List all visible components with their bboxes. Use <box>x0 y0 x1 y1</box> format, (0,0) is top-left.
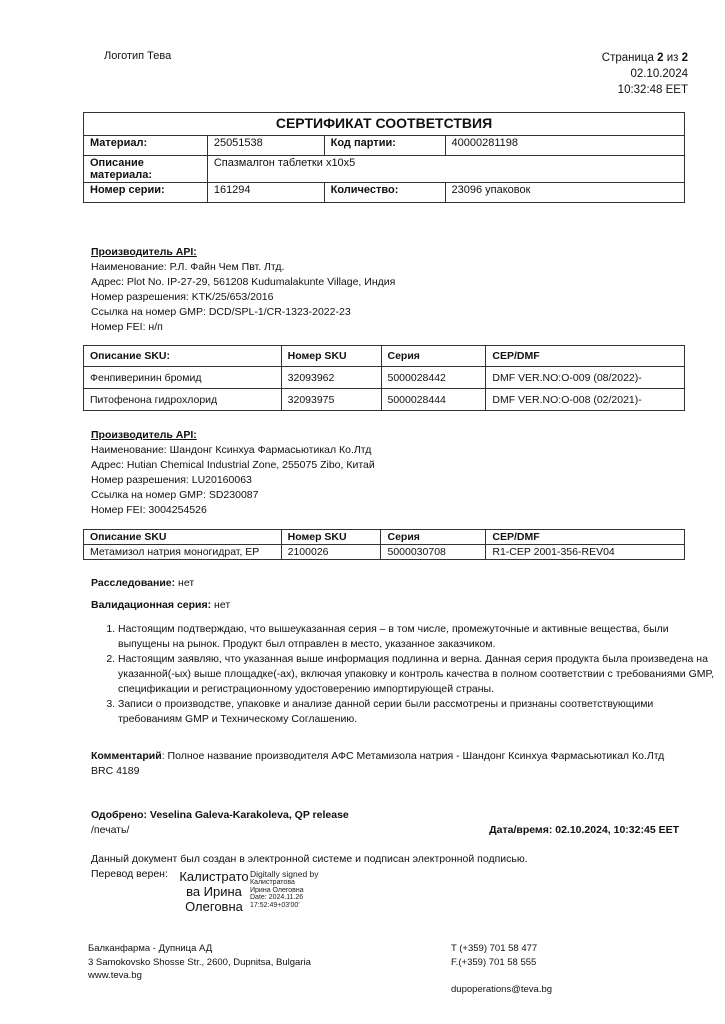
approval-datetime: Дата/время: 02.10.2024, 10:32:45 EET <box>489 824 679 836</box>
logo-placeholder: Логотип Тева <box>104 50 172 62</box>
api-heading: Производитель API: <box>91 429 197 441</box>
quantity-label: Количество: <box>324 183 445 203</box>
column-header: CEP/DMF <box>486 530 685 545</box>
description-label: Описание материала: <box>84 156 208 183</box>
quantity-value: 23096 упаковок <box>445 183 685 203</box>
api-line: Наименование: Р.Л. Файн Чем Пвт. Лтд. <box>91 261 285 273</box>
api-line: Адрес: Plot No. IP-27-29, 561208 Kudumalakunte Village, Индия <box>91 276 396 288</box>
column-header: CEP/DMF <box>486 346 685 367</box>
page-header-info <box>602 50 688 98</box>
column-header: Серия <box>381 346 486 367</box>
table-row: Фенпиверинин бромид 32093962 5000028442 DMF VER.NO:O-009 (08/2022)- <box>84 367 685 389</box>
footer-company: Балканфарма - Дупница АД 3 Samokovsko Shosse Str., 2600, Dupnitsa, Bulgaria www.teva.bg <box>88 943 311 981</box>
list-item: 2. Настоящим заявляю, что указанная выше информация подлинна и верна. Данная серия продукта была произведена на указанной(-ых) выше площадке(-ах), включая упаковку и контроль качества в полном соответствии с требованиями GMP, спецификации и регистрационному удостоверению импортирующей страны. <box>118 652 718 697</box>
sku-table-2 <box>83 529 685 560</box>
header-time: 10:32:48 EET <box>617 84 688 96</box>
table-row: Метамизол натрия моногидрат, EP 2100026 5000030708 R1-CEP 2001-356-REV04 <box>84 545 685 560</box>
phone: T (+359) 701 58 477 <box>451 943 538 954</box>
spacer <box>451 969 552 983</box>
electronic-signature-note: Данный документ был создан в электронной системе и подписан электронной подписью. <box>91 853 528 865</box>
description-value: Спазмалгон таблетки x10x5 <box>207 156 684 183</box>
material-label: Материал: <box>84 136 208 156</box>
header-date: 02.10.2024 <box>630 68 688 80</box>
api-line: Номер FEI: н/п <box>91 321 163 333</box>
column-header: Серия <box>381 530 486 545</box>
lot-value: 40000281198 <box>445 136 685 156</box>
api-line: Номер разрешения: LU20160063 <box>91 474 252 486</box>
digital-signature <box>178 869 318 919</box>
approval-line: Одобрено: Veselina Galeva-Karakoleva, QP release <box>91 809 349 821</box>
list-item: 3. Записи о производстве, упаковке и анализе данной серии были рассмотрены и признаны соответствующими требованиям GMP и Техническому Соглашению. <box>118 697 718 727</box>
statements-list <box>91 622 718 727</box>
translation-label: Перевод верен: <box>91 868 168 880</box>
api-line: Наименование: Шандонг Ксинхуа Фармасьютикал Ко.Лтд <box>91 444 372 456</box>
api-line: Ссылка на номер GMP: DCD/SPL-1/CR-1323-2022-23 <box>91 306 351 318</box>
certificate-title: СЕРТИФИКАТ СООТВЕТСТВИЯ <box>84 113 685 136</box>
api-line: Ссылка на номер GMP: SD230087 <box>91 489 259 501</box>
comments: Комментарий: Полное название производителя АФС Метамизола натрия - Шандонг Ксинхуа Фармасьютикал Ко.Лтд BRC 4189 <box>91 750 665 777</box>
batch-label: Номер серии: <box>84 183 208 203</box>
api-line: Адрес: Hutian Chemical Industrial Zone, 255075 Zibo, Китай <box>91 459 375 471</box>
material-value: 25051538 <box>207 136 324 156</box>
fax: F.(+359) 701 58 555 <box>451 956 537 968</box>
column-header: Описание SKU: <box>84 346 282 367</box>
sku-table-1 <box>83 345 685 411</box>
api-line: Номер FEI: 3004254526 <box>91 504 207 516</box>
website-link[interactable]: www.teva.bg <box>88 970 142 981</box>
column-header: Описание SKU <box>84 530 282 545</box>
list-item: 1. Настоящим подтверждаю, что вышеуказанная серия – в том числе, промежуточные и активные вещества, были выпущены на рынок. Продукт был отправлен в место, указанное заказчиком. <box>118 622 718 652</box>
signature-details: Digitally signed by Калистратова Ирина Олеговна Date: 2024.11.26 17:52:49+03'00' <box>250 869 319 909</box>
email-link[interactable]: dupoperations@teva.bg <box>451 983 553 995</box>
column-header: Номер SKU <box>281 346 381 367</box>
api-heading: Производитель API: <box>91 246 197 258</box>
validation-series: Валидационная серия: нет <box>91 599 231 611</box>
investigation: Расследование: нет <box>91 577 195 589</box>
api-manufacturer-2 <box>91 428 375 518</box>
page-number: Страница 2 из 2 <box>601 52 688 64</box>
lot-label: Код партии: <box>324 136 445 156</box>
api-line: Номер разрешения: KTK/25/653/2016 <box>91 291 274 303</box>
table-row: Питофенона гидрохлорид 32093975 5000028444 DMF VER.NO:O-008 (02/2021)- <box>84 389 685 411</box>
batch-value: 161294 <box>207 183 324 203</box>
signer-name: Калистрато ва Ирина Олеговна <box>179 869 249 914</box>
certificate-table <box>83 112 685 203</box>
stamp-placeholder: /печать/ <box>91 824 130 836</box>
column-header: Номер SKU <box>281 530 381 545</box>
api-manufacturer-1 <box>91 245 395 335</box>
footer-contacts <box>451 942 552 996</box>
